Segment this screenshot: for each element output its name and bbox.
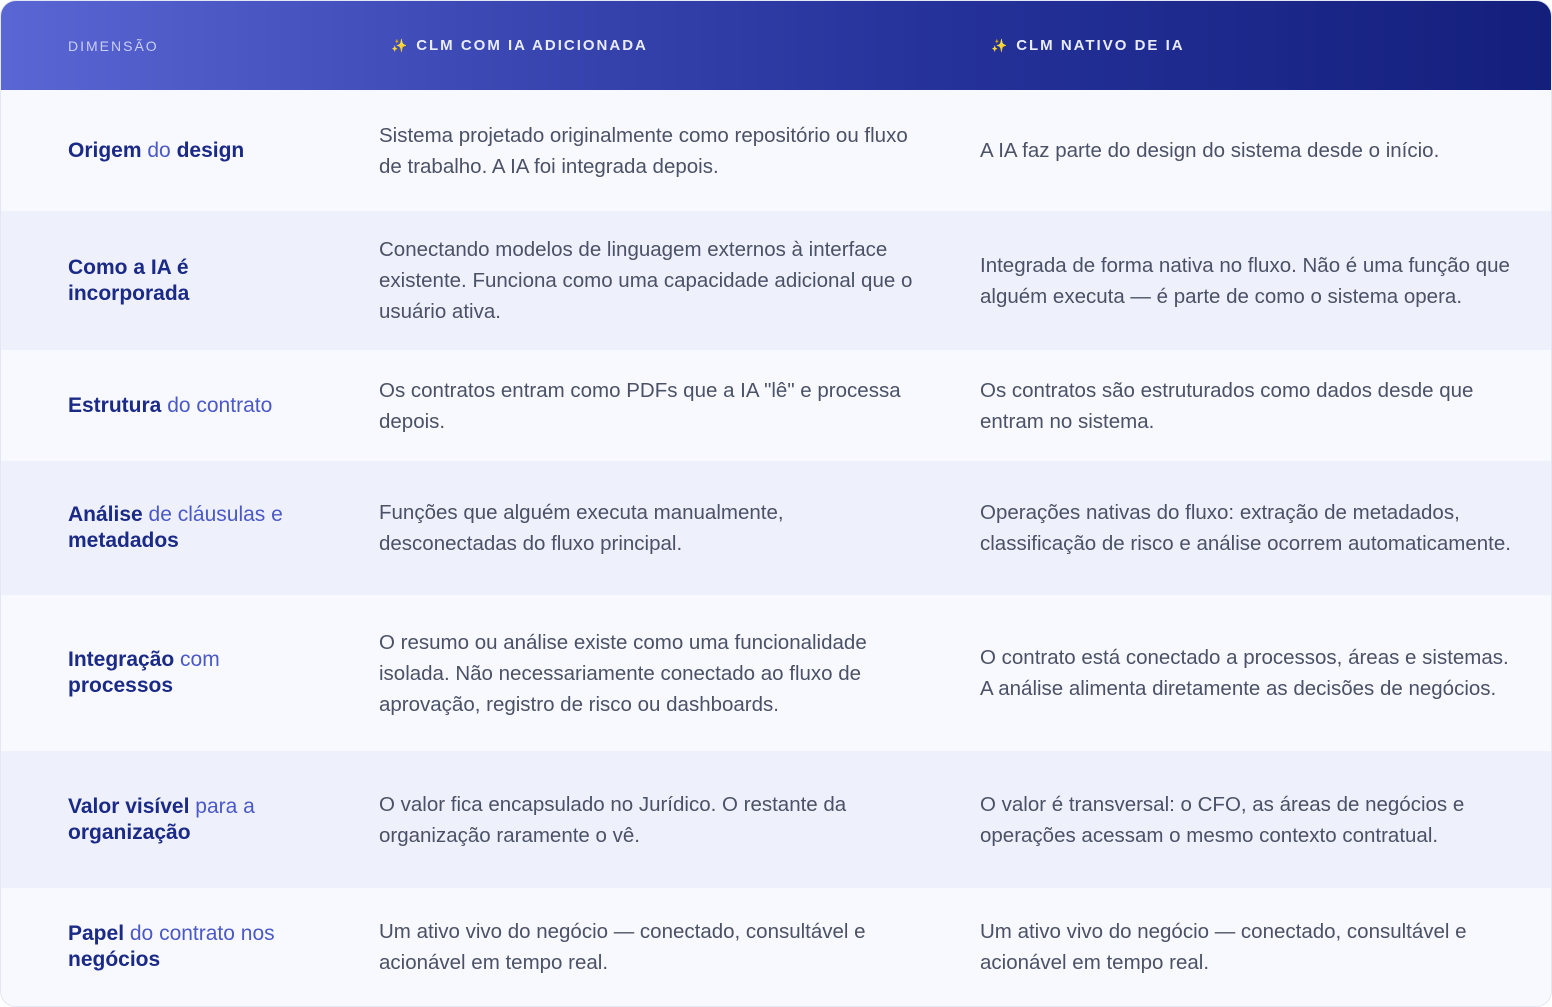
header-col3-label: CLM NATIVO DE IA xyxy=(1016,37,1185,54)
table-row xyxy=(1,461,1551,595)
row-col3-text: Um ativo vivo do negócio — conectado, consultável e acionável em tempo real. xyxy=(980,920,1467,974)
row-dimension: Como a IA é incorporada xyxy=(68,255,190,305)
row-col2-text: O resumo ou análise existe como uma funcionalidade isolada. Não necessariamente conectado ao fluxo de aprovação, registro de risco ou dashboards. xyxy=(379,630,867,716)
table-row xyxy=(1,888,1551,1006)
sparkle-icon: ✨ xyxy=(991,37,1008,53)
row-dimension: Valor visível para a organização xyxy=(68,794,255,844)
row-dimension: Estrutura do contrato xyxy=(68,393,273,417)
row-col2-text: Conectando modelos de linguagem externos à interface existente. Funciona como uma capacidade adicional que o usuário ativa. xyxy=(379,238,913,323)
table-row xyxy=(1,595,1551,751)
row-col2-text: Os contratos entram como PDFs que a IA "lê" e processa depois. xyxy=(379,378,901,433)
header-dimension: DIMENSÃO xyxy=(68,37,159,54)
row-dimension: Integração com processos xyxy=(68,648,220,697)
table-header xyxy=(1,1,1551,90)
row-dimension: Origem do design xyxy=(68,138,245,162)
table-row xyxy=(1,90,1551,211)
row-dimension: Análise de cláusulas e metadados xyxy=(68,503,283,552)
row-col2-text: Um ativo vivo do negócio — conectado, consultável e acionável em tempo real. xyxy=(379,920,866,974)
row-col2-text: Funções que alguém executa manualmente, desconectadas do fluxo principal. xyxy=(379,501,784,555)
table-row xyxy=(1,211,1551,350)
row-col2-text: O valor fica encapsulado no Jurídico. O restante da organização raramente o vê. xyxy=(379,792,847,847)
header-clm-com-ia xyxy=(391,1,648,90)
row-col3-text: Operações nativas do fluxo: extração de metadados, classificação de risco e análise ocorrem automaticamente. xyxy=(980,501,1511,555)
table-row xyxy=(1,751,1551,888)
row-col3-text: Integrada de forma nativa no fluxo. Não é uma função que alguém executa — é parte de como o sistema opera. xyxy=(980,253,1510,308)
row-col3-text: O valor é transversal: o CFO, as áreas de negócios e operações acessam o mesmo contexto contratual. xyxy=(980,792,1465,847)
row-dimension: Papel do contrato nos negócios xyxy=(68,922,275,971)
row-col2-text: Sistema projetado originalmente como repositório ou fluxo de trabalho. A IA foi integrada depois. xyxy=(379,123,908,178)
row-col3-text: A IA faz parte do design do sistema desde o início. xyxy=(980,139,1440,162)
header-col2-label: CLM COM IA ADICIONADA xyxy=(416,37,648,54)
row-col3-text: O contrato está conectado a processos, áreas e sistemas. A análise alimenta diretamente as decisões de negócios. xyxy=(980,646,1509,700)
sparkle-icon: ✨ xyxy=(391,37,408,53)
row-col3-text: Os contratos são estruturados como dados desde que entram no sistema. xyxy=(980,378,1474,433)
header-clm-nativo xyxy=(991,1,1185,90)
table-row xyxy=(1,350,1551,461)
